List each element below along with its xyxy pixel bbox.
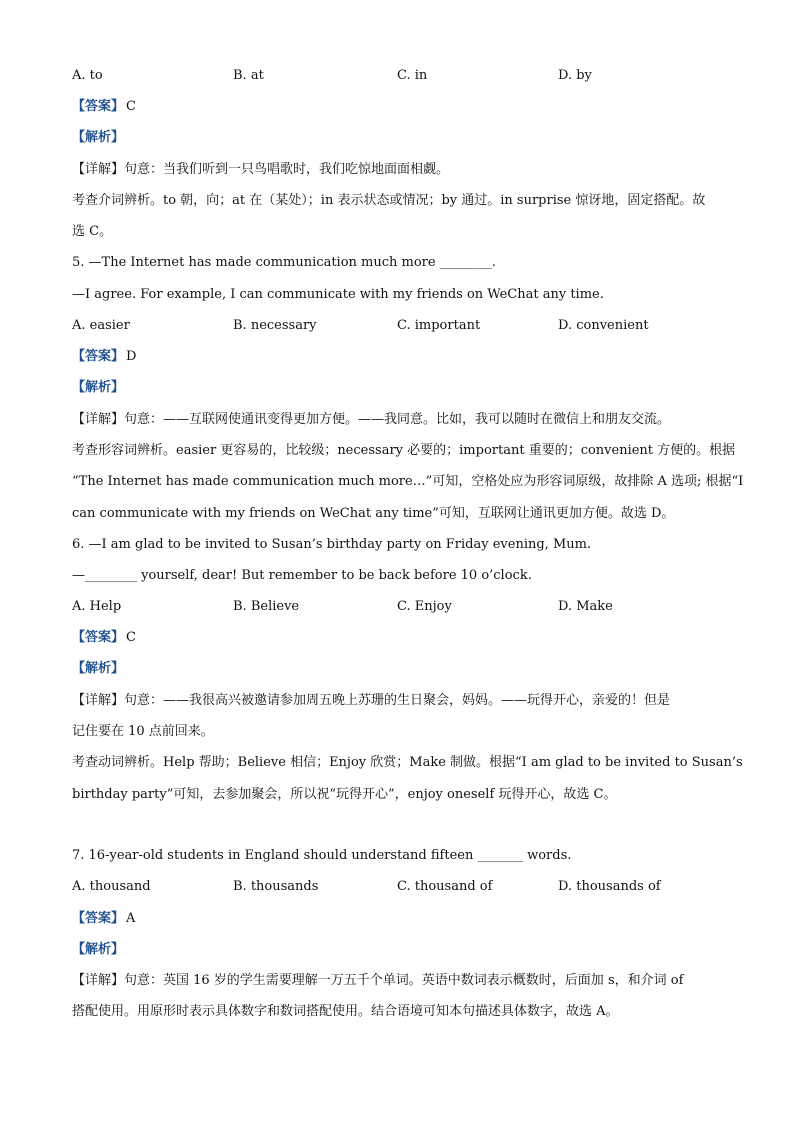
q7-option-b: B. thousands [233,879,319,894]
q6-stem: 6. —I am glad to be invited to Susan’s birthday party on Friday evening, Mum. [72,537,592,552]
q6-answer [72,629,136,647]
q4-detail: 【详解】句意：当我们听到一只鸟唱歌时，我们吃惊地面面相觑。 [72,162,450,177]
answer-value: A [126,911,136,926]
q5-option-c: C. important [397,318,481,333]
q5-analysis-tag [72,379,124,397]
q6-detail: 【详解】句意：——我很高兴被邀请参加周五晚上苏珊的生日聚会，妈妈。——玩得开心，亲爱的！但是 [72,693,671,708]
q5-option-d: D. convenient [558,318,649,333]
q6-analysis-tag [72,660,124,678]
answer-tag: 【答案】 [72,911,125,926]
analysis-tag: 【解析】 [72,130,125,145]
q7-detail: 【详解】句意：英国 16 岁的学生需要理解一万五千个单词。英语中数词表示概数时，后面加 s，和介词 of [72,973,684,988]
q5-option-b: B. necessary [233,318,317,333]
answer-tag: 【答案】 [72,99,125,114]
analysis-tag: 【解析】 [72,661,125,676]
answer-value: C [126,99,136,114]
q7-option-a: A. thousand [72,879,151,894]
q4-explain-2: 选 C。 [72,224,113,239]
q7-option-d: D. thousands of [558,879,661,894]
q4-answer [72,98,136,116]
analysis-tag: 【解析】 [72,942,125,957]
q6-detail-2: 记住要在 10 点前回来。 [72,724,214,739]
q6-option-a: A. Help [72,599,122,614]
answer-tag: 【答案】 [72,349,125,364]
q6-option-d: D. Make [558,599,613,614]
answer-value: D [126,349,137,364]
q6-explain-2: birthday party”可知，去参加聚会，所以祝“玩得开心”，enjoy oneself 玩得开心，故选 C。 [72,787,617,802]
answer-value: C [126,630,136,645]
q4-option-c: C. in [397,68,428,83]
q5-option-a: A. easier [72,318,130,333]
q5-reply: —I agree. For example, I can communicate with my friends on WeChat any time. [72,287,604,302]
q7-analysis-tag [72,941,124,959]
q4-explain-1: 考查介词辨析。to 朝，向；at 在（某处）；in 表示状态或情况；by 通过。in surprise 惊讶地，固定搭配。故 [72,193,706,208]
q5-explain-2: “The Internet has made communication much more…”可知，空格处应为形容词原级，故排除 A 选项; 根据“I [72,474,744,489]
answer-tag: 【答案】 [72,630,125,645]
q6-option-c: C. Enjoy [397,599,452,614]
analysis-tag: 【解析】 [72,380,125,395]
q4-analysis-tag [72,129,124,147]
q6-explain-1: 考查动词辨析。Help 帮助；Believe 相信；Enjoy 欣赏；Make 制做。根据“I am glad to be invited to Susan’s [72,755,743,770]
q6-reply: —________ yourself, dear! But remember to be back before 10 o’clock. [72,568,532,583]
q5-stem: 5. —The Internet has made communication much more ________. [72,255,496,270]
q4-option-d: D. by [558,68,592,83]
q4-option-b: B. at [233,68,264,83]
q5-explain-1: 考查形容词辨析。easier 更容易的，比较级；necessary 必要的；important 重要的；convenient 方便的。根据 [72,443,736,458]
q5-explain-3: can communicate with my friends on WeChat any time”可知，互联网让通讯更加方便。故选 D。 [72,506,675,521]
q6-option-b: B. Believe [233,599,300,614]
q4-option-a: A. to [72,68,103,83]
q7-stem: 7. 16-year-old students in England should understand fifteen _______ words. [72,848,572,863]
q5-detail: 【详解】句意：——互联网使通讯变得更加方便。——我同意。比如，我可以随时在微信上和朋友交流。 [72,412,671,427]
q7-answer [72,910,135,928]
q7-detail-2: 搭配使用。用原形时表示具体数字和数词搭配使用。结合语境可知本句描述具体数字，故选 A。 [72,1004,619,1019]
q5-answer [72,348,136,366]
q7-option-c: C. thousand of [397,879,493,894]
